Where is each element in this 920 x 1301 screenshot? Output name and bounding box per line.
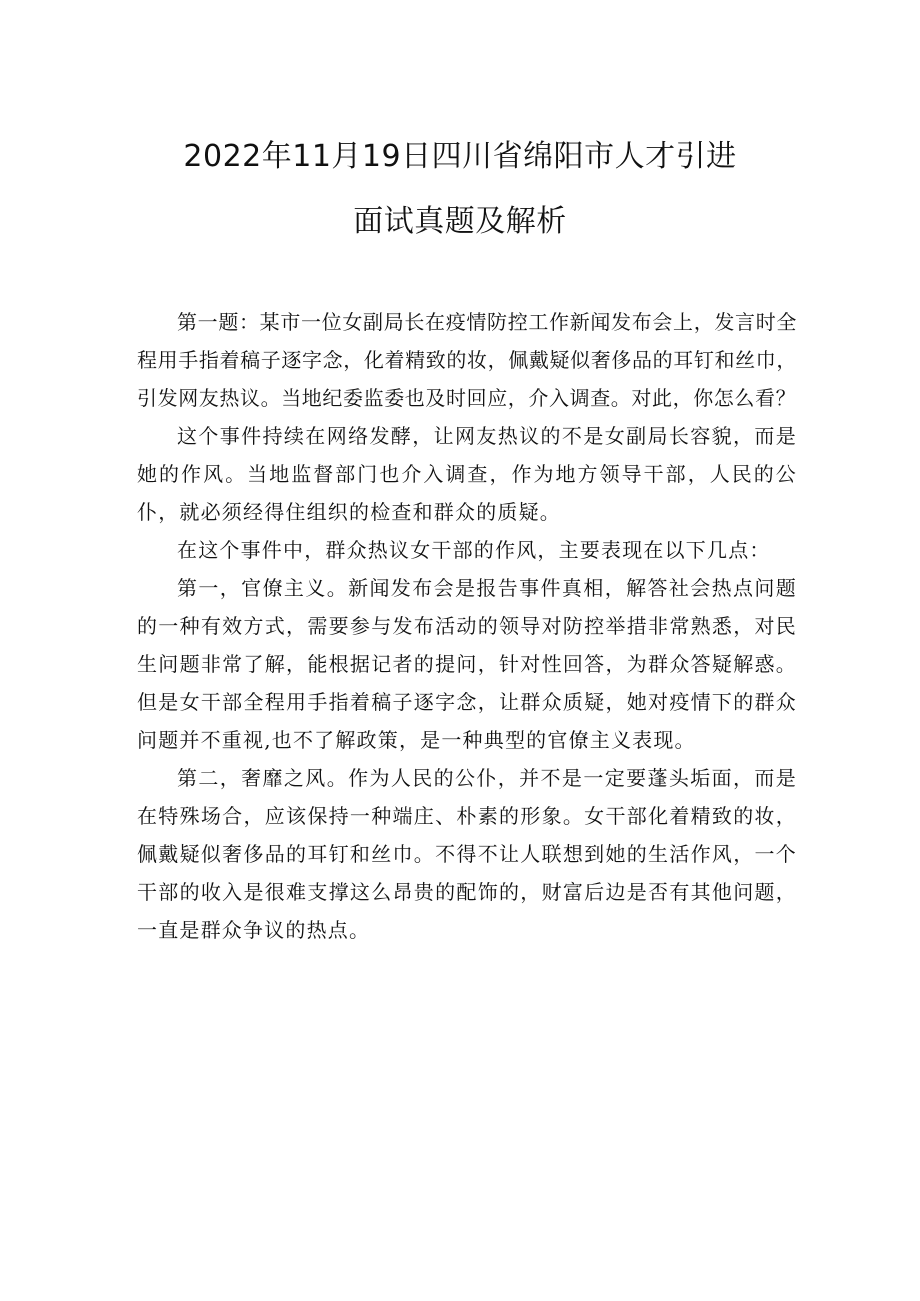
- answer-paragraph-2: 在这个事件中，群众热议女干部的作风，主要表现在以下几点：: [177, 538, 771, 562]
- answer-paragraph-4: 第二，奢靡之风。作为人民的公仆，并不是一定要蓬头垢面，而是在特殊场合，应该保持一种端庄、朴素的形象。女干部化着精致的妆，佩戴疑似奢侈品的耳钉和丝巾。不得不让人联想到她的生活作风，一个干部的收入是很难支撑这么昂贵的配饰的，财富后边是否有其他问题，一直是群众争议的热点。: [137, 766, 797, 942]
- answer-paragraph-3: 第一，官僚主义。新闻发布会是报告事件真相，解答社会热点问题的一种有效方式，需要参与发布活动的领导对防控举措非常熟悉，对民生问题非常了解，能根据记者的提问，针对性回答，为群众答疑解惑。但是女干部全程用手指着稿子逐字念，让群众质疑，她对疫情下的群众问题并不重视,也不了解政策，是一种典型的官僚主义表现。: [137, 576, 797, 752]
- document-title: [0, 140, 920, 239]
- document-body: [137, 303, 797, 949]
- answer-paragraph-1: 这个事件持续在网络发酵，让网友热议的不是女副局长容貌，而是她的作风。当地监督部门也介入调查，作为地方领导干部，人民的公仆，就必须经得住组织的检查和群众的质疑。: [137, 424, 797, 524]
- title-line-1: 2022年11月19日四川省绵阳市人才引进: [183, 139, 737, 174]
- question-paragraph: 第一题：某市一位女副局长在疫情防控工作新闻发布会上，发言时全程用手指着稿子逐字念，化着精致的妆，佩戴疑似奢侈品的耳钉和丝巾，引发网友热议。当地纪委监委也及时回应，介入调查。对此，你怎么看？: [137, 310, 797, 410]
- title-line-2: 面试真题及解析: [353, 204, 567, 239]
